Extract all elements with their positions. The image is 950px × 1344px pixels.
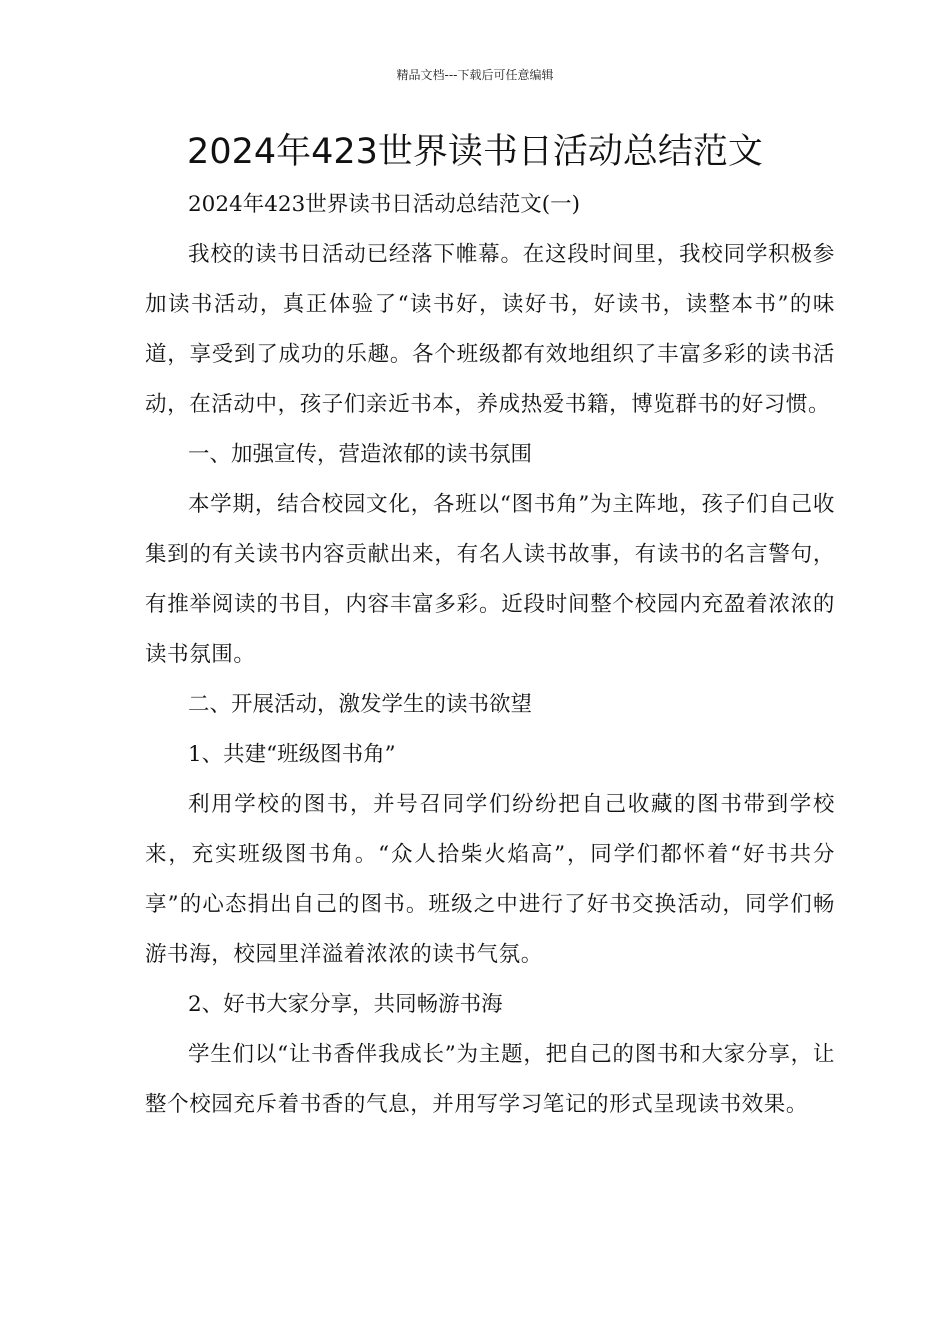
body-paragraph: 利用学校的图书，并号召同学们纷纷把自己收藏的图书带到学校来，充实班级图书角。“众人拾柴火焰高”，同学们都怀着“好书共分享”的心态捐出自己的图书。班级之中进行了好书交换活动，同学们畅游书海，校园里洋溢着浓浓的读书气氛。 [145,792,835,967]
body-paragraph: 我校的读书日活动已经落下帷幕。在这段时间里，我校同学积极参加读书活动，真正体验了“读书好，读好书，好读书，读整本书”的味道，享受到了成功的乐趣。各个班级都有效地组织了丰富多彩的读书活动，在活动中，孩子们亲近书本，养成热爱书籍，博览群书的好习惯。 [145,242,835,417]
body-paragraph: 本学期，结合校园文化，各班以“图书角”为主阵地，孩子们自己收集到的有关读书内容贡献出来，有名人读书故事，有读书的名言警句，有推举阅读的书目，内容丰富多彩。近段时间整个校园内充盈着浓浓的读书氛围。 [145,492,835,667]
document-body [145,180,835,1130]
subtitle-paragraph: 2024年423世界读书日活动总结范文(一) [188,192,581,217]
page-header: 精品文档---下载后可任意编辑 [396,68,554,82]
section-heading: 二、开展活动，激发学生的读书欲望 [188,692,533,717]
document-title: 2024年423世界读书日活动总结范文 [187,132,763,172]
body-paragraph: 学生们以“让书香伴我成长”为主题，把自己的图书和大家分享，让整个校园充斥着书香的气息，并用写学习笔记的形式呈现读书效果。 [145,1042,835,1117]
subsection-heading: 1、共建“班级图书角” [188,742,396,767]
subsection-heading: 2、好书大家分享，共同畅游书海 [188,992,503,1017]
section-heading: 一、加强宣传，营造浓郁的读书氛围 [188,442,533,467]
